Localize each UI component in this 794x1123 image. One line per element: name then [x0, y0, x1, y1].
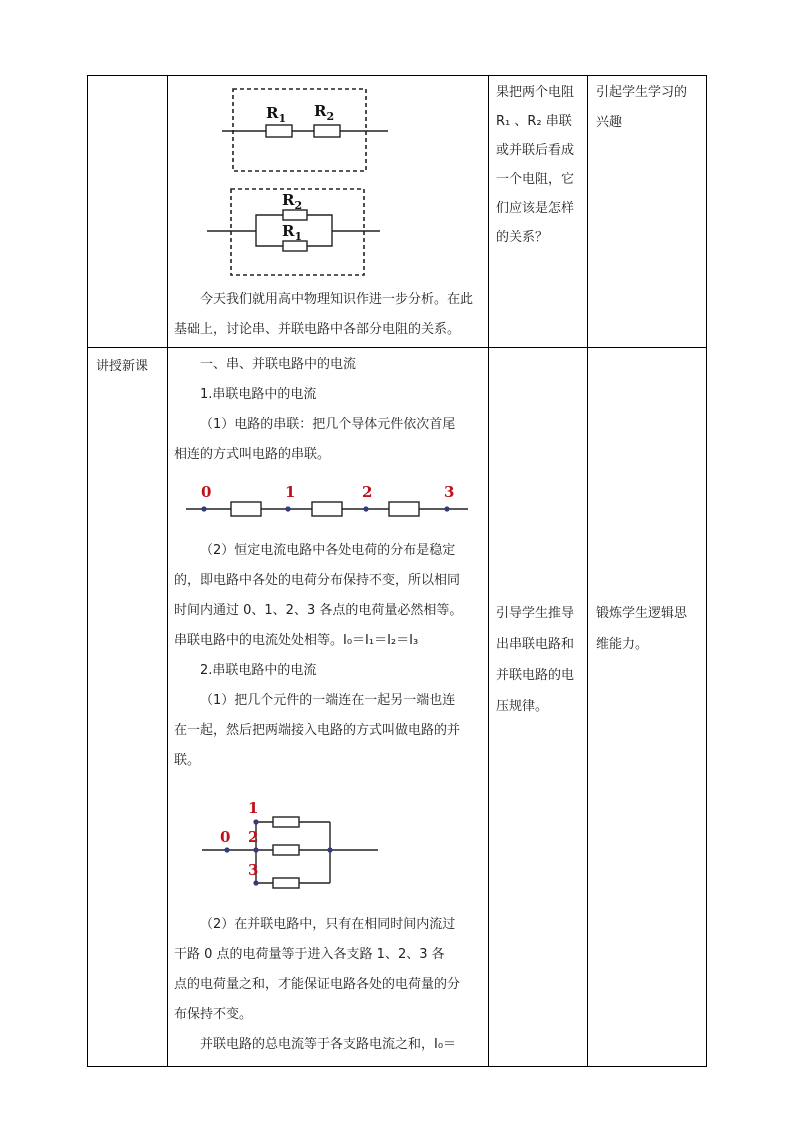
- purpose-line: 兴趣: [596, 115, 623, 130]
- node-0: [224, 847, 229, 852]
- node-2: [363, 506, 368, 511]
- node-3: [444, 506, 449, 511]
- table-left-border: [87, 75, 88, 1067]
- question-line: 们应该是怎样: [496, 201, 575, 216]
- column-divider-2: [488, 75, 489, 1067]
- column-divider-1: [167, 75, 168, 1067]
- point-label-2: 2: [248, 828, 259, 846]
- guide-line: 并联电路的电: [496, 668, 575, 683]
- question-line: 一个电阻，它: [496, 172, 575, 187]
- section-heading: 一、串、并联电路中的电流: [200, 357, 357, 372]
- label-r1: $R_1$: [282, 222, 303, 243]
- node-1: [253, 819, 258, 824]
- point-label-0: 0: [201, 483, 212, 501]
- node-1: [285, 506, 290, 511]
- table-bottom-border: [87, 1066, 707, 1067]
- series-dashed-box: [233, 89, 366, 171]
- series-chain-diagram: [182, 480, 472, 522]
- question-line: 的关系？: [496, 230, 549, 245]
- series-resistor-diagram: [200, 84, 400, 176]
- parallel-definition-line: （1）把几个元件的一端连在一起另一端也连: [200, 693, 456, 708]
- parallel-charge-line: （2）在并联电路中，只有在相同时间内流过: [200, 917, 456, 932]
- label-r2: $R_2$: [282, 191, 303, 212]
- node-out: [327, 847, 332, 852]
- point-label-2: 2: [362, 483, 373, 501]
- section-label: 讲授新课: [96, 359, 149, 374]
- node-0: [201, 506, 206, 511]
- guide-line: 压规律。: [496, 699, 549, 714]
- series-definition-line: 相连的方式叫电路的串联。: [174, 447, 331, 462]
- intro-paragraph: 今天我们就用高中物理知识作进一步分析。在此基础上，讨论串、并联电路中各部分电阻的关系。: [174, 292, 474, 337]
- chain-resistor-2: [312, 502, 342, 516]
- parallel-resistor-diagram: [200, 184, 390, 280]
- point-label-3: 3: [248, 861, 259, 879]
- point-label-1: 1: [248, 799, 259, 817]
- parallel-definition-line: 联。: [174, 753, 201, 768]
- guide-line: 引导学生推导: [496, 606, 575, 621]
- chain-resistor-1: [231, 502, 261, 516]
- charge-distribution-line: （2）恒定电流电路中各处电荷的分布是稳定: [200, 543, 456, 558]
- purpose-column: [596, 78, 700, 138]
- chain-resistor-3: [389, 502, 419, 516]
- table-right-border: [706, 75, 707, 1067]
- series-definition-line: （1）电路的串联：把几个导体元件依次首尾: [200, 417, 456, 432]
- column-divider-3: [587, 75, 588, 1067]
- label-r1: $R_1$: [266, 104, 287, 125]
- aim-line: 锻炼学生逻辑思: [596, 606, 688, 621]
- branch-resistor-1: [273, 817, 299, 827]
- charge-distribution-line: 时间内通过 0、1、2、3 各点的电荷量必然相等。: [174, 603, 463, 618]
- question-column: [496, 78, 586, 252]
- parallel-charge-line: 点的电荷量之和，才能保证电路各处的电荷量的分: [174, 977, 461, 992]
- subheading-parallel: 2.串联电路中的电流: [200, 663, 317, 678]
- label-r2: $R_2$: [314, 102, 335, 123]
- lesson-text-bottom: [174, 910, 484, 1060]
- point-label-3: 3: [444, 483, 455, 501]
- point-label-0: 0: [220, 828, 231, 846]
- parallel-branch-diagram: [198, 796, 384, 892]
- question-line: 或并联后看成: [496, 143, 575, 158]
- purpose-line: 引起学生学习的: [596, 85, 688, 100]
- table-top-border: [87, 75, 707, 76]
- branch-resistor-2: [273, 845, 299, 855]
- lesson-text-middle: [174, 536, 484, 776]
- lesson-text-top: [174, 350, 484, 470]
- resistor-r1: [266, 125, 292, 137]
- parallel-current-statement: 并联电路的总电流等于各支路电流之和，I₀＝: [200, 1037, 457, 1052]
- subheading-series: 1.串联电路中的电流: [200, 387, 317, 402]
- branch-resistor-3: [273, 878, 299, 888]
- node-2: [253, 847, 258, 852]
- aim-column: [596, 598, 700, 660]
- row-divider: [87, 347, 707, 348]
- aim-line: 维能力。: [596, 637, 649, 652]
- point-label-1: 1: [285, 483, 296, 501]
- guide-column: [496, 598, 586, 722]
- resistor-r2: [314, 125, 340, 137]
- parallel-charge-line: 布保持不变。: [174, 1007, 253, 1022]
- guide-line: 出串联电路和: [496, 637, 575, 652]
- series-current-equation: 串联电路中的电流处处相等。I₀＝I₁＝I₂＝I₃: [174, 633, 419, 648]
- intro-text-block: [174, 285, 484, 345]
- parallel-definition-line: 在一起，然后把两端接入电路的方式叫做电路的并: [174, 723, 461, 738]
- question-line: 果把两个电阻: [496, 85, 575, 100]
- question-line: R₁ 、R₂ 串联: [496, 114, 572, 129]
- node-3: [253, 880, 258, 885]
- charge-distribution-line: 的，即电路中各处的电荷分布保持不变，所以相同: [174, 573, 461, 588]
- parallel-charge-line: 干路 0 点的电荷量等于进入各支路 1、2、3 各: [174, 947, 445, 962]
